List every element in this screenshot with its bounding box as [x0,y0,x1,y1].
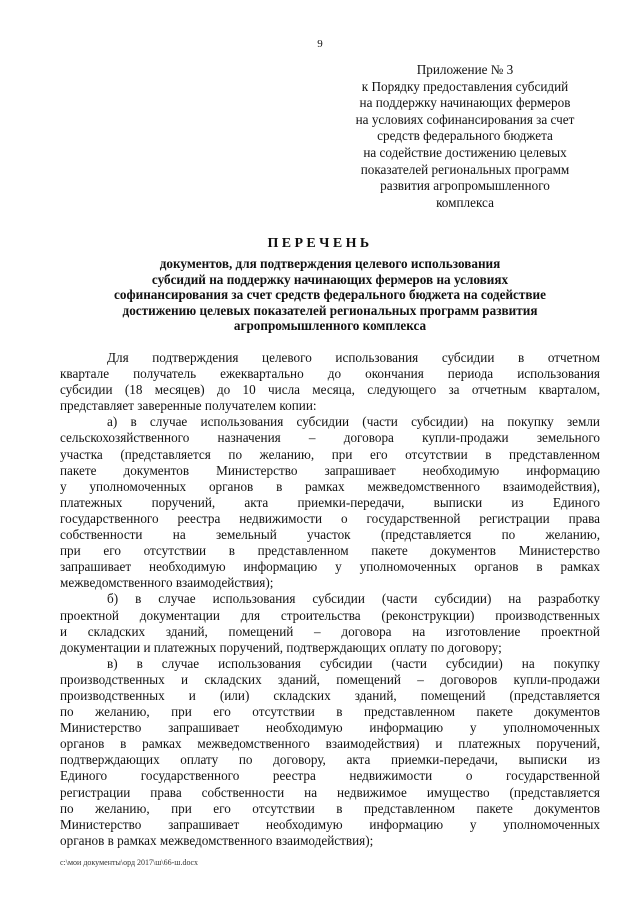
body-line: по желанию, при его отсутствии в представленном пакете документов [60,704,600,720]
footer-file-path: c:\мои документы\орд 2017\ш\66-ш.docx [60,858,199,867]
body-line: документации и платежных поручений, подтверждающих оплату по договору; [60,639,502,655]
body-line: проектной документации для строительства (реконструкции) производственных [60,607,600,623]
body-line: органов в рамках межведомственного взаимодействия) и платежных поручений, [60,736,600,752]
body-line: собственности на земельный участок (представляется по желанию, [60,527,600,543]
subtitle-line: софинансирования за счет средств федерального бюджета на содействие [114,287,546,303]
body-line: субсидии (18 месяцев) до 10 числа месяца, следующего за отчетным кварталом, [60,382,600,398]
body-line: органов в рамках межведомственного взаимодействия); [60,832,374,848]
appendix-line: на условиях софинансирования за счет [355,111,575,127]
appendix-line: к Порядку предоставления субсидий [361,78,569,94]
body-line: Единого государственного реестра недвижимости о государственной [60,768,600,784]
body-line: сельскохозяйственного назначения – договора купли-продажи земельного [60,430,600,446]
body-line: участка (представляется по желанию, при его отсутствии в представленном [60,446,600,462]
body-line: запрашивает необходимую информацию у уполномоченных органов в рамках [60,559,600,575]
body-line: государственного реестра недвижимости о государственной регистрации права [60,510,600,526]
appendix-line: показателей региональных программ [360,161,570,177]
body-line: Министерство запрашивает необходимую информацию у уполномоченных [60,720,600,736]
appendix-line: развития агропромышленного [380,178,550,194]
body-line: производственных и складских зданий, помещений – договоров купли-продажи [60,671,600,687]
body-line: в) в случае использования субсидии (части субсидии) на покупку [107,655,600,671]
appendix-line: средств федерального бюджета [377,128,553,144]
body-line: квартале получатель ежеквартально до окончания периода использования [60,366,600,382]
subtitle-line: документов, для подтверждения целевого использования [159,256,501,271]
body-line: и складских зданий, помещений – договора на изготовление проектной [60,623,600,639]
body-line: производственных и (или) складских зданий, помещений (представляется [60,687,600,703]
appendix-header [300,62,630,211]
body-line: регистрации права собственности на недвижимое имущество (представляется [60,784,600,800]
body-line: у уполномоченных органов в рамках межведомственного взаимодействия), [60,478,600,494]
page-number: 9 [317,38,323,50]
body-line: пакете документов Министерство запрашивает необходимую информацию [60,462,600,478]
document-subtitle [60,256,600,334]
appendix-line: Приложение № 3 [416,62,514,77]
body-line: а) в случае использования субсидии (части субсидии) на покупку земли [107,414,600,430]
subtitle-line: достижению целевых показателей региональных программ развития [122,302,538,318]
document-body [60,350,600,849]
appendix-line: на содействие достижению целевых [363,144,567,160]
body-line: межведомственного взаимодействия); [60,575,274,591]
body-line: представляет заверенные получателем копии: [60,398,317,414]
document-title: ПЕРЕЧЕНЬ [267,236,373,251]
appendix-line: на поддержку начинающих фермеров [359,95,571,111]
subtitle-line: субсидий на поддержку начинающих фермеров на условиях [151,271,509,287]
body-line: по желанию, при его отсутствии в представленном пакете документов [60,800,600,816]
body-line: Для подтверждения целевого использования субсидии в отчетном [107,350,600,365]
appendix-line: комплекса [436,194,494,210]
body-line: платежных поручений, акта приемки-передачи, выписки из Единого [60,494,600,510]
subtitle-line: агропромышленного комплекса [233,318,427,334]
body-line: Министерство запрашивает необходимую информацию у уполномоченных [60,816,600,832]
body-line: б) в случае использования субсидии (части субсидии) на разработку [107,591,600,607]
body-line: подтверждающих оплату по договору, акта приемки-передачи, выписки из [60,752,600,768]
body-line: при его отсутствии в представленном пакете документов Министерство [60,543,600,559]
